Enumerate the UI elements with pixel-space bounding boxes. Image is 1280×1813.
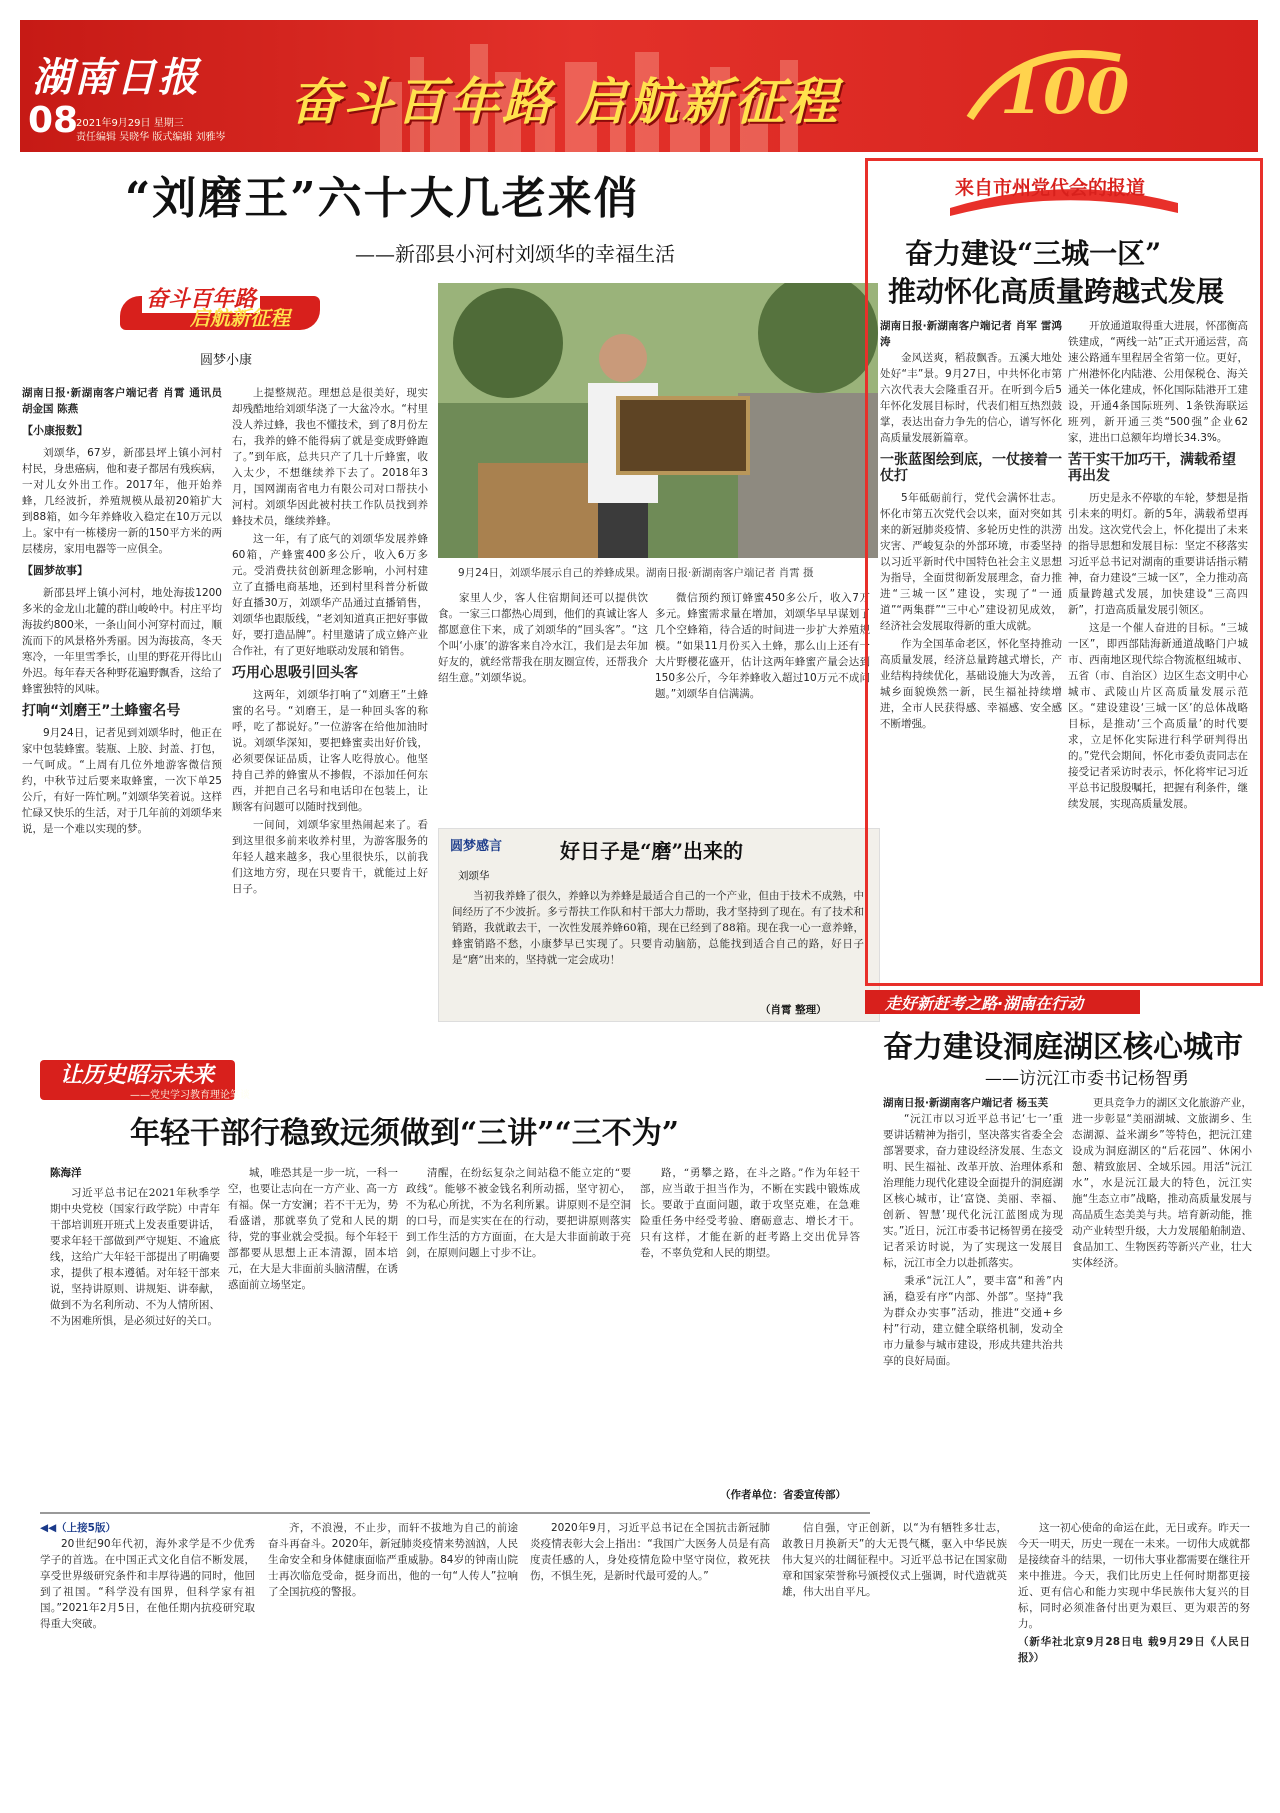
article-1-column-2 — [232, 385, 428, 1035]
paragraph: 这两年，刘颂华打响了“刘磨王”土蜂蜜的名号。“刘磨王，是一种回头客的称呼，吃了都说好。”一位游客在给他加油时说。刘颂华深知，要把蜂蜜卖出好价钱，必须要保证品质，让客人吃得放心。他坚持自己养的蜂蜜从不掺假，不添加任何东西，并把自己名号和电话印在包装上，让顾客有问题可以随时找到他。 — [232, 689, 428, 813]
paragraph: 一间间，刘颂华家里热闹起来了。看到这里很多前来收养村里，为游客服务的年轻人越来越多，我心里很快乐，以前我们这地方穷，现在只要肯干，就能过上好日子。 — [232, 819, 428, 895]
section-header-story: 【圆梦故事】 — [22, 564, 88, 577]
article-4-column-2 — [228, 1165, 398, 1505]
paragraph: 新邵县坪上镇小河村，地处海拔1200多米的金龙山北麓的群山峻岭中。村庄平均海拔约800米，一条山间小河穿村而过，顺流而下的风景格外秀丽。因为海拔高，冬天寒冷，一年里雪季长，山里的野花开得比山外迟。每年春天各种野花遍野飘香，这给了蜂蜜独特的风味。 — [22, 587, 222, 695]
article-2-column-2 — [1068, 318, 1248, 973]
paragraph: 秉承“沅江人”，要丰富“和善”内涵，稳妥有序“内部、外部”。坚持“我为群众办实事”活动，推进“交通+乡村”行动，建立健全联络机制，发动全市力量参与城市建设，形成共建共治共享的良好局面。 — [883, 1275, 1063, 1367]
paragraph: 家里人少，客人住宿期间还可以提供饮食。一家三口都热心周到，他们的真诚让客人都愿意住下来，成了刘颂华的“回头客”。“这个叫‘小康’的游客来自冷水江，我们是去年加好友的，就经常帮我在朋友圈宣传，还帮我介绍生意。”刘颂华说。 — [438, 592, 648, 684]
article-2-byline: 湖南日报·新湖南客户端记者 肖军 雷鸿涛 — [880, 320, 1062, 348]
section-header-report: 【小康报数】 — [22, 424, 88, 437]
reflection-label: 圆梦感言 — [450, 839, 503, 854]
subhead-hard-work: 苦干实干加巧干，满载希望再出发 — [1068, 452, 1236, 484]
article-3-column-1 — [883, 1095, 1063, 1505]
article-4-column-1 — [50, 1185, 220, 1505]
paragraph: 历史是永不停歇的车轮，梦想是指引未来的明灯。新的5年，满载希望再出发。这次党代会上，怀化提出了未来的指导思想和发展目标：坚定不移落实习近平总书记对湖南的重要讲话指示精神，奋力建设“三城一区”，全力推动高质量跨越式发展，加快建设“三高四新”，打造高质量发展引领区。 — [1068, 492, 1248, 616]
article-4-credit: （作者单位：省委宣传部） — [720, 1489, 846, 1501]
paragraph: 习近平总书记在2021年秋季学期中央党校（国家行政学院）中青年干部培训班开班式上发表重要讲话，要求年轻干部做到严守规矩、不逾底线，这给广大年轻干部提出了明确要求，提供了根本遵循。对年轻干部来说，坚持讲原则、讲规矩、讲奉献，做到不为名利所动、不为人情所困、不为困难所惧，是必须过好的关口。 — [50, 1187, 220, 1327]
page-number: 08 — [28, 100, 79, 141]
article-1-byline: 湖南日报·新湖南客户端记者 肖霄 通讯员 胡金国 陈燕 — [22, 387, 222, 415]
centenary-100-emblem — [960, 28, 1130, 138]
paragraph: 当初我养蜂了很久，养蜂以为养蜂是最适合自己的一个产业，但由于技术不成熟，中间经历了不少波折。多亏帮扶工作队和村干部大力帮助，我才坚持到了现在。有了技术和销路，我就敢去干，一次性发展养蜂60箱，现在已经到了88箱。现在我一心一意养蜂，蜂蜜销路不愁，小康梦早已实现了。只要肯动脑筋，总能找到适合自己的路，好日子是“磨”出来的，坚持就一定会成功！ — [452, 890, 864, 966]
paragraph: “沅江市以习近平总书记‘七一’重要讲话精神为指引，坚决落实省委全会部署要求，奋力建设经济发展、生态文明、民生福祉、改革开放、治理体系和治理能力现代化建设全面提升的洞庭湖区核心城市，让‘富饶、美丽、幸福、创新、智慧’现代化沅江蓝图成为现实。”近日，沅江市委书记杨智勇在接受记者采访时说，为了实现这一发展目标，沅江市全力以赴抓落实。 — [883, 1113, 1063, 1269]
banner-slogan: 奋斗百年路 启航新征程 — [290, 73, 841, 131]
report-stamp-banner — [945, 168, 1183, 218]
paragraph: 清醒，在纷纭复杂之间站稳不能立定的“要政线”。能够不被金钱名利所动摇，坚守初心，不为私心所扰，不为名利所累。讲原则不是空洞的口号，而是实实在在的行动，要把讲原则落实到工作生活的方方面面，在大是大非面前敢于亮剑，在原则问题上寸步不让。 — [406, 1167, 631, 1259]
paragraph: 微信预约预订蜂蜜450多公斤，收入7万多元。蜂蜜需求量在增加，刘颂华早早谋划了几个空蜂箱，待合适的时间进一步扩大养殖规模。“如果11月份买入土蜂，那么山上还有一大片野樱花盛开，估计这两年蜂蜜产量会达到150多公斤，今年养蜂收入超过10万元不成问题。”刘颂华自信满满。 — [655, 592, 870, 700]
issue-editors: 责任编辑 吴晓华 版式编辑 刘雅岑 — [76, 132, 226, 143]
reflection-author: 刘颂华 — [458, 870, 490, 882]
article-3-column-2 — [1072, 1095, 1252, 1505]
paragraph: 5年砥砺前行，党代会满怀壮志。怀化市第五次党代会以来，面对突如其来的新冠肺炎疫情、多轮历史性的洪涝灾害、严峻复杂的外部环境，市委坚持以习近平新时代中国特色社会主义思想为指导，全面贯彻新发展理念，奋力推进“三城一区”建设，实现了“一通道”“两集群”“三中心”建设初见成效，经济社会发展取得新的重大成就。 — [880, 492, 1062, 632]
newspaper-logo: 湖南日报 — [32, 54, 200, 101]
article-5-column-4 — [782, 1520, 1007, 1805]
paragraph: 开放通道取得重大进展，怀邵衡高铁建成，“两线一站”正式开通运营，高速公路通车里程居全省第一位。更好，广州港怀化内陆港、公用保税仓、海关通关一体化建成，怀化国际陆港开工建设，开通4条国际班列、1条铁海联运班列，新开通三类“500强”企业62家，进出口总额年均增长34.3%。 — [1068, 320, 1248, 444]
paragraph: 信自强，守正创新，以“为有牺牲多壮志，敢教日月换新天”的大无畏气概，驱入中华民族伟大复兴的壮阔征程中。习近平总书记在国家勋章和国家荣誉称号颁授仪式上强调，时代造就英雄，伟大出自平凡。 — [782, 1522, 1007, 1598]
paragraph: 2020年9月，习近平总书记在全国抗击新冠肺炎疫情表彰大会上指出：“我国广大医务人员是有高度责任感的人，身处疫情危险中坚守岗位，救死扶伤，不惧生死，是新时代最可爱的人。” — [530, 1522, 770, 1582]
article-1-subtitle: ——新邵县小河村刘颂华的幸福生活 — [355, 242, 675, 266]
article-1-column-3 — [438, 590, 648, 820]
paragraph: 9月24日，记者见到刘颂华时，他正在家中包装蜂蜜。装瓶、上胶、封盖、打包，一气呵成。“上周有几位外地游客微信预约，中秋节过后要来取蜂蜜，一次下单25公斤，有好一阵忙咧。”刘颂华笑着说。这样忙碌又快乐的生活，对于几年前的刘颂华来说，是一个难以实现的梦。 — [22, 727, 222, 835]
issue-date: 2021年9月29日 星期三 — [76, 118, 184, 129]
article-5-column-5 — [1018, 1520, 1250, 1805]
paragraph: 刘颂华，67岁，新邵县坪上镇小河村村民，身患癌病，他和妻子都居有残疾病，一对儿女外出工作。2017年，他开始养蜂，几经波折，养殖规模从最初20箱扩大到88箱，如今年养蜂收入稳定在10万元以上。家中有一栋楼房一新的150平方米的两层楼房，家用电器等一应俱全。 — [22, 447, 222, 555]
article-3-byline: 湖南日报·新湖南客户端记者 杨玉芙 — [883, 1097, 1049, 1109]
divider — [40, 1512, 870, 1514]
article-5-column-1 — [40, 1520, 255, 1805]
article-1-headline: “刘磨王”六十大几老来俏 — [125, 173, 640, 224]
article-2-headline-line-2: 推动怀化高质量跨越式发展 — [888, 275, 1225, 308]
paragraph: 齐，不浪漫，不止步，而轩不拔地为自己的前途奋斗再奋斗。2020年，新冠肺炎疫情来势汹汹，人民生命安全和身体健康面临严重威胁。84岁的钟南山院士再次临危受命，挺身而出，他的一句“人传人”拉响了全国抗疫的警报。 — [268, 1522, 518, 1598]
article-5-column-2 — [268, 1520, 518, 1805]
paragraph: 金风送爽，稻菽飘香。五溪大地处处好“丰”景。9月27日，中共怀化市第六次代表大会隆重召开。在听到今后5年怀化发展目标时，代表们相互热烈鼓掌，表达出奋力争先的信心，谱写怀化高质量发展新篇章。 — [880, 352, 1062, 444]
article-2-headline-line-1: 奋力建设“三城一区” — [905, 237, 1162, 270]
article-5-column-3 — [530, 1520, 770, 1805]
paragraph: 上提整规范。理想总是很美好，现实却残酷地给刘颂华浇了一大盆冷水。“村里没人养过蜂，我也不懂技术，到了8月份左右，我养的蜂不能得病了就是变成野蜂跑了。”到年底，总共只产了几十斤蜂蜜，收入太少，不想继续养下去了。2018年3月，国网湖南省电力有限公司对口帮扶小河村。刘颂华因此被村扶工作队员找到养蜂技术员，继续养蜂。 — [232, 387, 428, 527]
reflection-title: 好日子是“磨”出来的 — [560, 839, 744, 863]
paragraph: 这是一个催人奋进的目标。“三城一区”，即西部陆海新通道战略门户城市、西南地区现代综合物流枢纽城市、五省（市、自治区）边区生态文明中心城市、武陵山片区高质量发展示范区。“建设建设‘三城一区’的总体战略目标，是推动‘三个高质量’的时代要求，立足怀化实际进行科学研判得出的。”党代会期间，怀化市委负责同志在接受记者采访时表示，怀化将牢记习近平总书记殷殷嘱托，把握有利条件，继续发展，实现高质量发展。 — [1068, 622, 1248, 810]
paragraph: 路，“勇攀之路，在斗之路。”作为年轻干部，应当敢于担当作为，不断在实践中锻炼成长。要敢于直面问题，敢于攻坚克难，在急难险重任务中经受考验、磨砺意志、增长才干。只有这样，才能在新的赶考路上交出优异答卷，不辜负党和人民的期望。 — [640, 1167, 860, 1259]
reflection-body — [452, 888, 864, 1000]
report-stamp-text: 来自市州党代会的报道 — [955, 177, 1146, 199]
paragraph: 20世纪90年代初，海外求学是不少优秀学子的首选。在中国正式文化自信不断发展，享受世界级研究条件和丰厚待遇的同时，他回到了祖国。“科学没有国界，但科学家有祖国。”2021年2月5日，在他任期内抗疫研究取得重大突破。 — [40, 1538, 255, 1630]
history-column-badge-text: 让历史昭示未来 — [60, 1063, 215, 1088]
article-3-subtitle: ——访沅江市委书记杨智勇 — [985, 1069, 1189, 1089]
paragraph: 城，唯恐其是一步一坑，一科一空，也要让志向在一方产业、高一方有福。保一方安澜；若不干无为，势看盛谱，那就辜负了党和人民的期待，党的事业就会受损。每个年轻干部都要从思想上正本清源，固本培元，在大是大非面前头脑清醒，在诱惑面前立场坚定。 — [228, 1167, 398, 1291]
column-badge-bottom-text: 启航新征程 — [190, 306, 290, 330]
reflection-credit: （肖霄 整理） — [760, 1004, 827, 1016]
article-3-headline: 奋力建设洞庭湖区核心城市 — [883, 1030, 1243, 1065]
paragraph: 这一年，有了底气的刘颂华发展养蜂60箱，产蜂蜜400多公斤，收入6万多元。受消费扶贫创新理念影响，小河村建立了直播电商基地，还到村里科普分析做好直播30万，刘颂华产品通过直播销售，刘颂华也跟版线，“老刘知道真正把好事做好，要打造品牌”。村里邀请了成立蜂产业合作社，有了更好地联动发展和销售。 — [232, 533, 428, 657]
article-4-author: 陈海洋 — [50, 1167, 82, 1179]
centenary-number: 100 — [1000, 55, 1130, 128]
article-1-column-1 — [22, 385, 222, 1035]
article-4-column-4 — [640, 1165, 860, 1485]
subhead-blueprint: 一张蓝图绘到底，一仗接着一仗打 — [880, 452, 1062, 484]
paragraph: 更具竞争力的湖区文化旅游产业，进一步彰显“美丽湖城、文旅湖乡、生态湖源、益米湖乡”等特色，把沅江建设成为洞庭湖区的“后花园”、休闲小憩、精致旅居、全域乐园。用活“沅江水”，水是沅江最大的特色，沅江实施“生态立市”战略，推动高质量发展与高品质生态美美与共。培育新动能，推动产业转型升级，大力发展船舶制造、食品加工、生物医药等新兴产业，壮大实体经济。 — [1072, 1097, 1252, 1269]
column-label: 圆梦小康 — [200, 353, 253, 368]
article-4-column-3 — [406, 1165, 631, 1505]
column-badge-top-text: 奋斗百年路 — [142, 282, 260, 313]
subhead-return-customers: 巧用心思吸引回头客 — [232, 665, 358, 681]
history-column-badge-subtitle: ——党史学习教育理论笔谈 — [130, 1090, 250, 1101]
paragraph: 这一初心使命的命运在此，无日或弃。昨天一今天一明天，历史一现在一未来。一切伟大成就都是接续奋斗的结果，一切伟大事业都需要在继往开来中推进。今天，我们比历史上任何时期都更接近、更有信心和能力实现中华民族伟大复兴的目标，同时必须准备付出更为艰巨、更为艰苦的努力。 — [1018, 1522, 1250, 1630]
article-1-column-4 — [655, 590, 870, 820]
column-badge — [120, 282, 340, 342]
subhead-brand: 打响“刘磨王”土蜂蜜名号 — [22, 703, 181, 719]
continued-marker: ◀◀（上接5版） — [40, 1522, 116, 1534]
article-4-headline: 年轻干部行稳致远须做到“三讲”“三不为” — [130, 1116, 680, 1151]
beekeeper-photo — [438, 283, 878, 558]
photo-caption: 9月24日，刘颂华展示自己的养蜂成果。湖南日报·新湖南客户端记者 肖霄 摄 — [458, 567, 814, 579]
article-5-credit: （新华社北京9月28日电 载9月29日《人民日报》） — [1018, 1636, 1250, 1664]
paragraph: 作为全国革命老区，怀化坚持推动高质量发展，经济总量跨越式增长，产业结构持续优化，基础设施大为改善，城乡面貌焕然一新，民生福祉持续增进，全市人民获得感、幸福感、安全感不断增强。 — [880, 638, 1062, 730]
article-2-column-1 — [880, 318, 1062, 973]
section-bar-text: 走好新赶考之路·湖南在行动 — [885, 994, 1084, 1013]
